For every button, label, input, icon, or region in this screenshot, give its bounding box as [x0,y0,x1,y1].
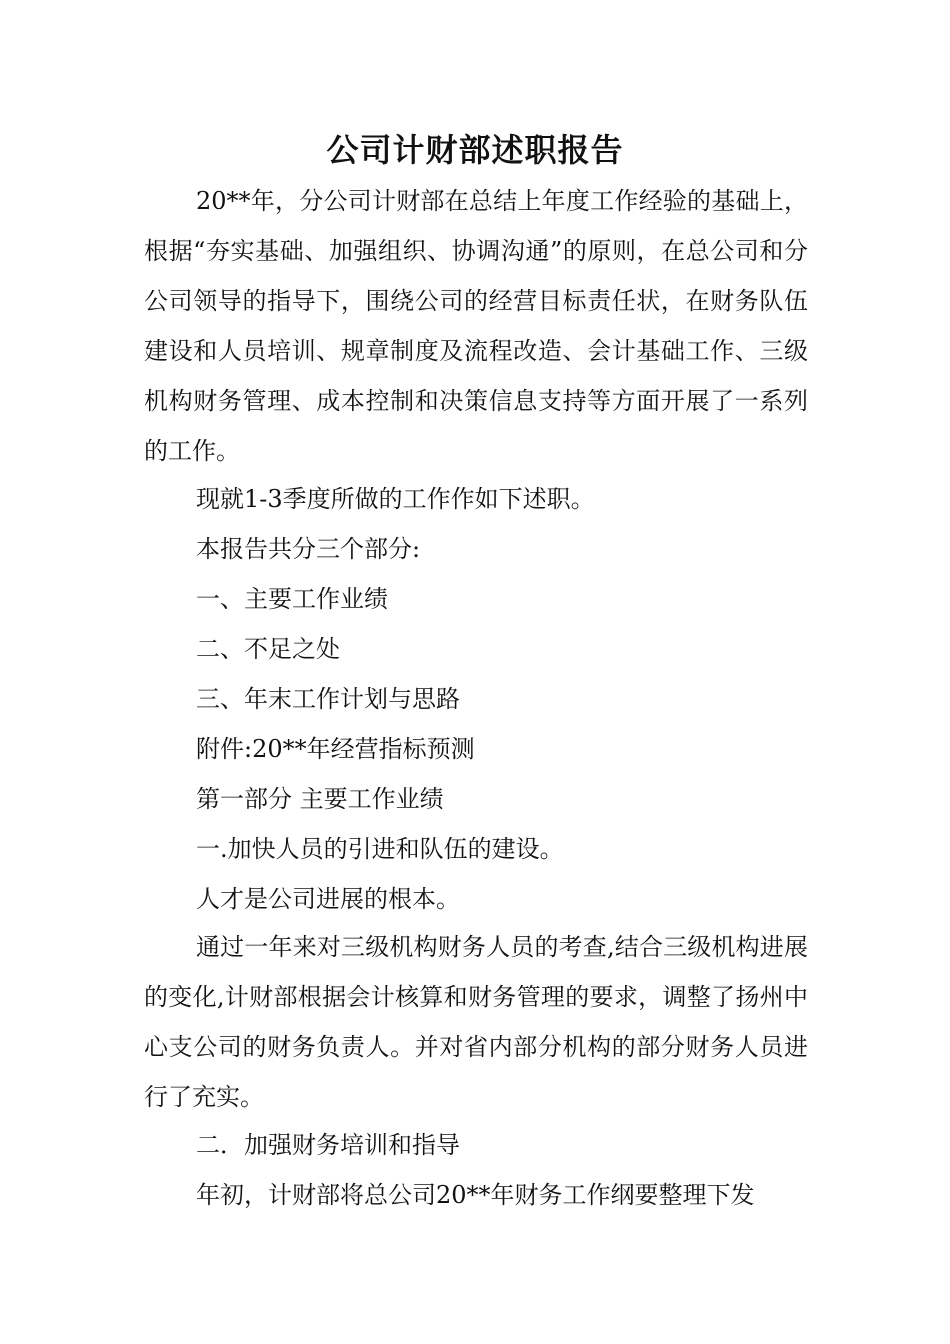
section-heading-part-one: 第一部分 主要工作业绩 [196,785,444,813]
outline-item-1: 一、主要工作业绩 [196,585,388,613]
outline-item-2: 二、不足之处 [196,635,340,663]
paragraph-talent: 人才是公司进展的根本。 [196,885,460,913]
paragraph-statement: 现就1-3季度所做的工作作如下述职。 [196,485,595,513]
outline-item-3: 三、年末工作计划与思路 [196,685,460,713]
outline-attachment: 附件:20**年经营指标预测 [196,735,475,763]
paragraph-intro: 20**年，分公司计财部在总结上年度工作经验的基础上，根据“夯实基础、加强组织、协调沟通”的原则，在总公司和分公司领导的指导下，围绕公司的经营目标责任状，在财务队伍建设和人员培训、规章制度及流程改造、会计基础工作、三级机构财务管理、成本控制和决策信息支持等方面开展了一系列的工作。 [144,187,808,465]
document-title: 公司计财部述职报告 [326,131,624,169]
paragraph-training-start: 年初，计财部将总公司20**年财务工作纲要整理下发 [196,1181,755,1209]
subheading-staffing: 一.加快人员的引进和队伍的建设。 [196,835,564,863]
paragraph-outline-intro: 本报告共分三个部分: [196,535,421,563]
subheading-training: 二．加强财务培训和指导 [196,1131,460,1159]
paragraph-staffing-detail: 通过一年来对三级机构财务人员的考查,结合三级机构进展的变化,计财部根据会计核算和财务管理的要求，调整了扬州中心支公司的财务负责人。并对省内部分机构的部分财务人员进行了充实。 [144,933,808,1111]
